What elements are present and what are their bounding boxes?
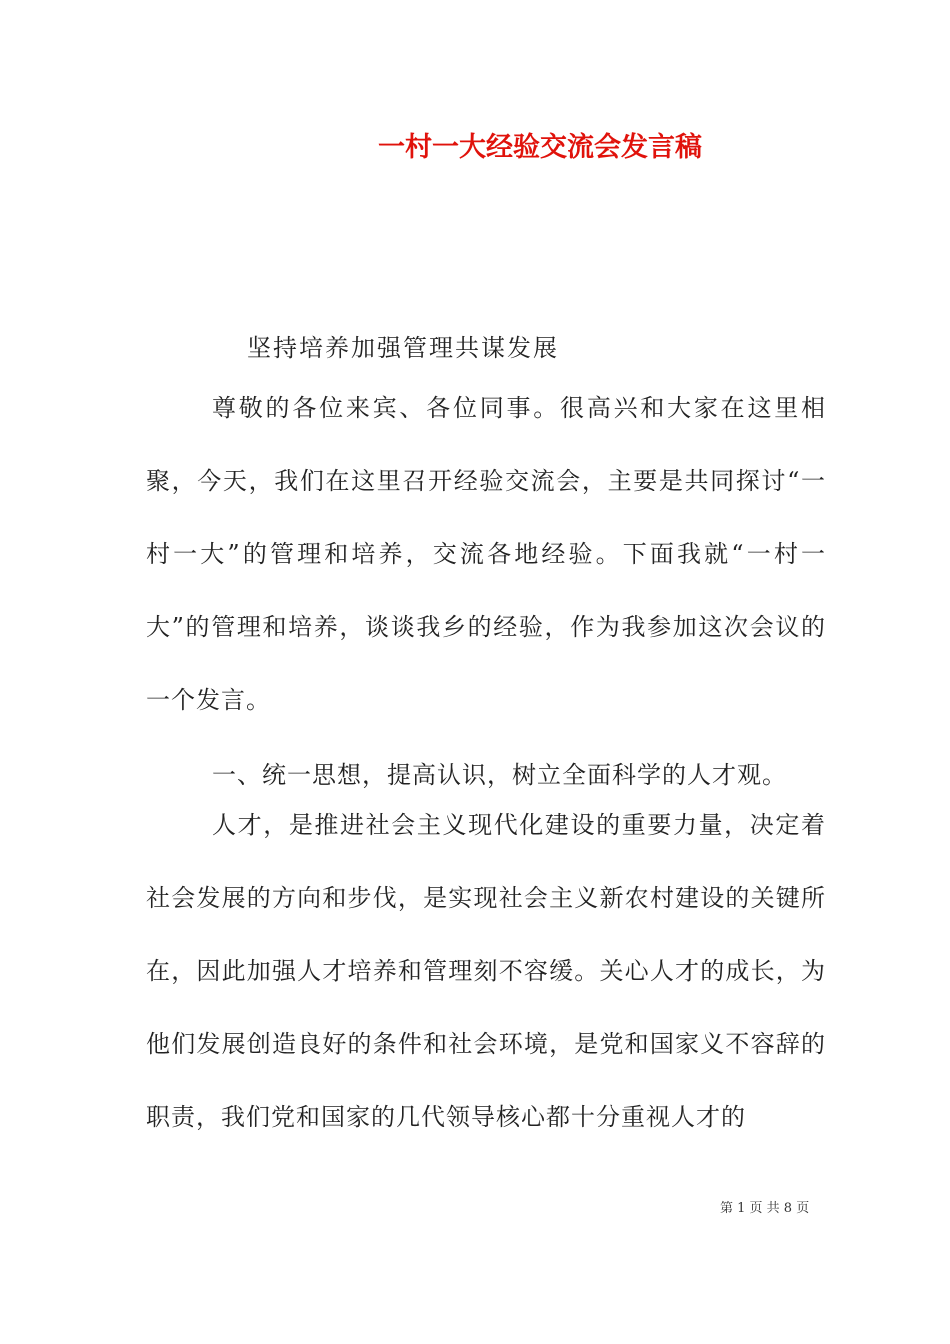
page-number: 第 1 页 共 8 页 xyxy=(720,1201,810,1216)
document-title: 一村一大经验交流会发言稿 xyxy=(378,132,702,163)
paragraph-talent: 人才，是推进社会主义现代化建设的重要力量，决定着社会发展的方向和步伐，是实现社会主义新农村建设的关键所在，因此加强人才培养和管理刻不容缓。关心人才的成长，为他们发展创造良好的条件和社会环境，是党和国家义不容辞的职责，我们党和国家的几代领导核心都十分重视人才的 xyxy=(146,811,826,1131)
document-subtitle: 坚持培养加强管理共谋发展 xyxy=(247,334,559,362)
paragraph-section-heading: 一、统一思想，提高认识，树立全面科学的人才观。 xyxy=(212,761,787,789)
paragraph-greeting: 尊敬的各位来宾、各位同事。很高兴和大家在这里相聚，今天，我们在这里召开经验交流会，主要是共同探讨“一村一大”的管理和培养，交流各地经验。下面我就“一村一大”的管理和培养，谈谈我乡的经验，作为我参加这次会议的一个发言。 xyxy=(146,394,826,714)
